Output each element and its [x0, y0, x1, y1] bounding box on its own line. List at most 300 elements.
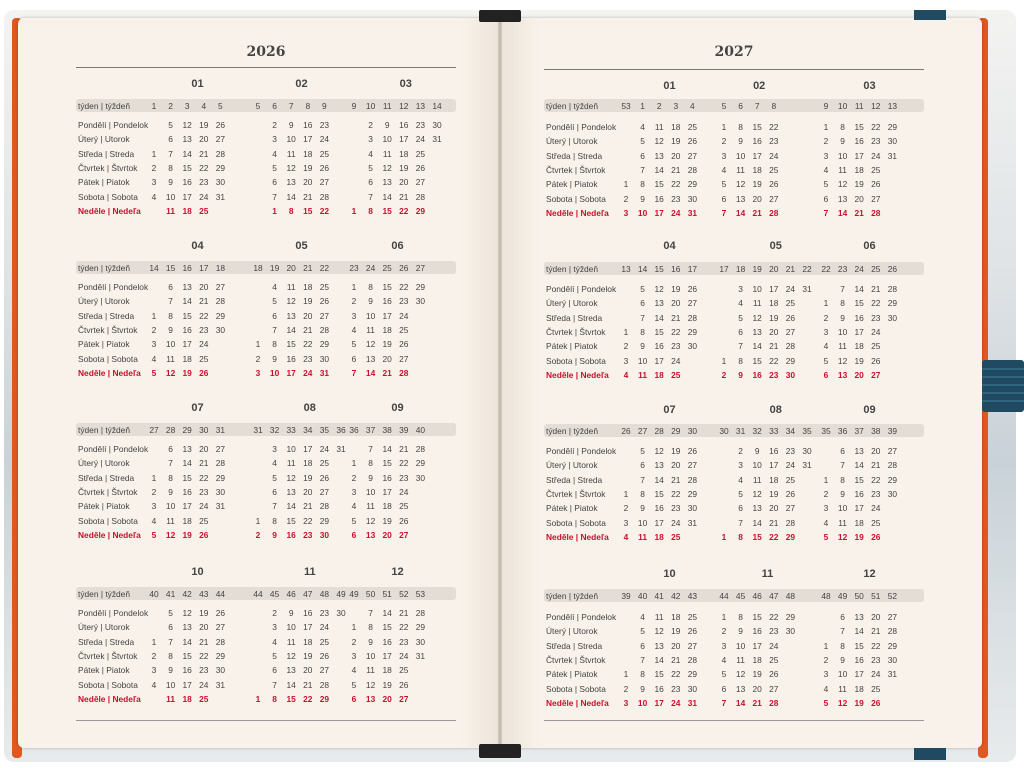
date-cell: 8	[368, 458, 373, 469]
date-cell: 18	[382, 665, 392, 676]
date-cell: 9	[368, 296, 373, 307]
weekday-label: Sobota | Sobota	[78, 353, 138, 364]
date-cell: 30	[687, 193, 698, 204]
sunday-date: 7	[351, 367, 357, 378]
date-cell: 14	[854, 626, 864, 637]
week-number: 6	[738, 101, 743, 111]
date-cell: 28	[887, 460, 898, 471]
weekday-label: Sobota | Sobota	[78, 679, 138, 690]
date-cell: 16	[182, 486, 192, 497]
date-cell: 23	[871, 312, 881, 323]
date-cell: 12	[752, 488, 762, 499]
date-cell: 21	[199, 296, 209, 307]
date-cell: 27	[215, 282, 226, 292]
date-cell: 21	[871, 626, 881, 637]
month-number: 02	[295, 78, 308, 90]
date-cell: 25	[199, 353, 209, 364]
sunday-date: 4	[623, 531, 629, 542]
sunday-date: 3	[255, 367, 261, 378]
date-cell: 23	[399, 296, 409, 307]
date-cell: 9	[384, 120, 390, 130]
date-cell: 14	[382, 191, 392, 202]
date-cell: 3	[151, 177, 157, 188]
date-cell: 3	[272, 622, 277, 633]
sunday-date: 2	[255, 529, 261, 540]
date-cell: 29	[215, 310, 226, 321]
sunday-date: 5	[151, 367, 157, 378]
week-number: 53	[621, 101, 631, 111]
date-cell: 26	[785, 488, 796, 499]
date-cell: 21	[199, 636, 209, 647]
date-cell: 19	[382, 339, 392, 350]
date-cell: 21	[399, 191, 409, 202]
weekday-label: Čtvrtek | Štvrtok	[546, 488, 606, 499]
sunday-date: 5	[151, 529, 157, 540]
date-cell: 30	[802, 446, 812, 456]
date-cell: 1	[151, 310, 157, 321]
weekday-label: Pondělí | Pondelok	[546, 284, 617, 294]
date-cell: 6	[823, 193, 829, 204]
date-cell: 22	[199, 162, 209, 173]
date-cell: 14	[182, 296, 192, 307]
date-cell: 16	[854, 488, 864, 499]
date-cell: 17	[654, 355, 664, 366]
date-cell: 8	[840, 298, 845, 309]
date-cell: 21	[303, 324, 313, 335]
date-cell: 29	[215, 162, 226, 173]
date-cell: 24	[319, 622, 330, 633]
year-underline	[544, 69, 924, 70]
weekday-label: Čtvrtek | Štvrtok	[546, 326, 606, 337]
weekday-label: Úterý | Utorok	[78, 458, 130, 469]
week-number: 52	[887, 591, 898, 601]
date-cell: 10	[286, 444, 296, 454]
sunday-date: 15	[303, 205, 313, 216]
date-cell: 8	[640, 326, 645, 337]
date-cell: 12	[654, 284, 664, 294]
date-cell: 22	[199, 472, 209, 483]
sunday-date: 14	[365, 367, 376, 378]
date-cell: 16	[399, 120, 409, 130]
date-cell: 19	[769, 312, 779, 323]
date-cell: 8	[168, 472, 173, 483]
date-cell: 20	[199, 622, 209, 633]
weekday-label: Středa | Streda	[78, 148, 135, 159]
date-cell: 15	[182, 472, 192, 483]
date-cell: 7	[368, 191, 373, 202]
date-cell: 15	[854, 298, 864, 309]
week-number: 49	[336, 589, 346, 599]
date-cell: 4	[151, 191, 157, 202]
weekday-label: Úterý | Utorok	[546, 460, 598, 471]
weekday-label: Pondělí | Pondelok	[546, 122, 617, 132]
date-cell: 23	[871, 136, 881, 147]
date-cell: 11	[382, 148, 392, 159]
sunday-date: 5	[823, 531, 829, 542]
date-cell: 5	[272, 162, 277, 173]
date-cell: 31	[215, 679, 226, 690]
sunday-label: Neděle | Nedeľa	[78, 205, 141, 216]
date-cell: 29	[415, 282, 426, 292]
date-cell: 20	[199, 134, 209, 145]
date-cell: 20	[769, 326, 779, 337]
date-cell: 17	[303, 444, 313, 454]
week-number: 49	[837, 591, 848, 601]
date-cell: 8	[168, 650, 173, 661]
week-number: 12	[871, 101, 881, 111]
weekday-label: Pondělí | Pondelok	[78, 120, 149, 130]
date-cell: 5	[721, 179, 727, 190]
date-cell: 18	[854, 164, 864, 175]
date-cell: 11	[752, 298, 762, 309]
week-number: 9	[351, 101, 357, 111]
date-cell: 11	[286, 636, 296, 647]
date-cell: 16	[769, 446, 779, 456]
date-cell: 22	[769, 612, 779, 622]
date-cell: 6	[640, 298, 645, 309]
date-cell: 17	[752, 150, 762, 161]
date-cell: 14	[654, 164, 664, 175]
week-number: 31	[735, 426, 746, 436]
date-cell: 25	[399, 501, 409, 512]
date-cell: 20	[199, 444, 209, 454]
week-number: 15	[654, 264, 664, 274]
date-cell: 7	[272, 324, 277, 335]
week-number: 11	[382, 101, 392, 111]
date-cell: 3	[272, 134, 277, 145]
date-cell: 21	[199, 148, 209, 159]
date-cell: 14	[382, 608, 392, 618]
date-cell: 15	[382, 622, 392, 633]
sunday-date: 17	[286, 367, 296, 378]
date-cell: 16	[382, 296, 392, 307]
date-cell: 2	[151, 162, 157, 173]
date-cell: 30	[687, 683, 698, 694]
date-cell: 2	[151, 650, 157, 661]
date-cell: 30	[415, 296, 426, 307]
date-cell: 8	[168, 310, 173, 321]
date-cell: 31	[432, 134, 442, 145]
date-cell: 16	[182, 324, 192, 335]
elastic-closure-strap[interactable]	[982, 360, 1024, 412]
date-cell: 29	[687, 326, 698, 337]
date-cell: 8	[168, 162, 173, 173]
date-cell: 5	[168, 608, 173, 618]
date-cell: 6	[721, 193, 727, 204]
date-cell: 13	[365, 353, 376, 364]
week-number: 39	[887, 426, 898, 436]
week-number: 26	[621, 426, 631, 436]
date-cell: 19	[303, 650, 313, 661]
date-cell: 20	[199, 282, 209, 292]
date-cell: 21	[871, 284, 881, 294]
weekday-label: Sobota | Sobota	[546, 683, 606, 694]
date-cell: 27	[687, 640, 698, 651]
weekday-label: Čtvrtek | Štvrtok	[78, 650, 138, 661]
weekday-label: Pátek | Piatok	[78, 665, 130, 676]
date-cell: 13	[182, 282, 192, 292]
date-cell: 29	[687, 669, 698, 680]
sunday-date: 6	[351, 529, 357, 540]
date-cell: 18	[303, 636, 313, 647]
date-cell: 6	[272, 177, 277, 188]
sunday-date: 14	[837, 207, 848, 218]
date-cell: 16	[654, 683, 664, 694]
date-cell: 18	[399, 148, 409, 159]
date-cell: 10	[637, 517, 648, 528]
date-cell: 3	[823, 669, 829, 680]
week-number: 29	[182, 425, 192, 435]
sunday-date: 21	[382, 367, 392, 378]
date-cell: 30	[432, 120, 442, 130]
date-cell: 18	[382, 324, 392, 335]
week-number: 22	[802, 264, 812, 274]
week-number: 44	[215, 589, 226, 599]
date-cell: 30	[336, 608, 346, 618]
sunday-date: 22	[303, 693, 313, 704]
date-cell: 19	[199, 120, 209, 130]
date-cell: 19	[382, 679, 392, 690]
week-number: 38	[382, 425, 392, 435]
week-number: 10	[837, 101, 848, 111]
date-cell: 9	[840, 488, 845, 499]
date-cell: 12	[182, 120, 192, 130]
month-number: 02	[753, 80, 766, 92]
sunday-date: 14	[735, 207, 746, 218]
date-cell: 10	[837, 150, 848, 161]
date-cell: 25	[319, 636, 330, 647]
date-cell: 4	[721, 164, 727, 175]
date-cell: 8	[272, 339, 277, 350]
date-cell: 16	[654, 503, 664, 514]
date-cell: 24	[769, 150, 779, 161]
date-cell: 3	[823, 326, 829, 337]
week-number: 52	[399, 589, 409, 599]
date-cell: 11	[736, 164, 745, 175]
date-cell: 17	[182, 501, 192, 512]
sunday-date: 13	[365, 693, 376, 704]
date-cell: 7	[840, 460, 845, 471]
date-cell: 29	[215, 472, 226, 483]
date-cell: 4	[351, 324, 357, 335]
date-cell: 5	[640, 136, 645, 147]
weekday-label: Sobota | Sobota	[546, 355, 606, 366]
date-cell: 11	[838, 517, 847, 528]
date-cell: 2	[721, 626, 727, 637]
date-cell: 5	[351, 515, 357, 526]
sunday-date: 29	[319, 693, 330, 704]
sunday-date: 22	[769, 531, 779, 542]
week-number: 14	[637, 264, 648, 274]
date-cell: 31	[802, 460, 812, 471]
date-cell: 16	[854, 136, 864, 147]
date-cell: 20	[752, 193, 762, 204]
weekday-label: Úterý | Utorok	[546, 298, 598, 309]
date-cell: 2	[623, 683, 629, 694]
date-cell: 1	[823, 298, 829, 309]
date-cell: 13	[654, 460, 664, 471]
date-cell: 29	[687, 488, 698, 499]
sunday-date: 12	[165, 367, 176, 378]
date-cell: 16	[654, 193, 664, 204]
date-cell: 19	[671, 284, 681, 294]
date-cell: 18	[854, 517, 864, 528]
date-cell: 29	[215, 650, 226, 661]
date-cell: 6	[640, 460, 645, 471]
week-number: 30	[719, 426, 729, 436]
date-cell: 27	[215, 444, 226, 454]
date-cell: 4	[351, 665, 357, 676]
date-cell: 2	[823, 312, 829, 323]
date-cell: 26	[769, 669, 779, 680]
date-cell: 25	[399, 665, 409, 676]
date-cell: 19	[671, 446, 681, 456]
date-cell: 31	[802, 284, 812, 294]
date-cell: 2	[255, 353, 261, 364]
date-cell: 2	[151, 324, 157, 335]
sunday-date: 28	[769, 697, 779, 708]
date-cell: 17	[654, 517, 664, 528]
elastic-band-bottom	[914, 748, 946, 760]
date-cell: 21	[303, 191, 313, 202]
date-cell: 27	[887, 446, 898, 456]
week-number: 46	[752, 591, 762, 601]
date-cell: 22	[303, 515, 313, 526]
week-number: 43	[687, 591, 698, 601]
date-cell: 25	[785, 474, 796, 485]
date-cell: 7	[640, 654, 645, 665]
date-cell: 21	[303, 679, 313, 690]
week-number: 38	[871, 426, 881, 436]
date-cell: 9	[640, 683, 645, 694]
weekday-label: Středa | Streda	[78, 472, 135, 483]
sunday-date: 23	[303, 529, 313, 540]
date-cell: 4	[823, 517, 829, 528]
date-cell: 9	[640, 341, 645, 352]
week-number: 6	[272, 101, 277, 111]
week-number: 32	[752, 426, 762, 436]
date-cell: 22	[303, 339, 313, 350]
date-cell: 2	[823, 654, 829, 665]
date-cell: 31	[687, 517, 698, 528]
date-cell: 19	[854, 179, 864, 190]
date-cell: 9	[640, 193, 645, 204]
date-cell: 11	[366, 501, 375, 512]
date-cell: 13	[654, 150, 664, 161]
date-cell: 13	[735, 193, 746, 204]
sunday-date: 19	[182, 367, 192, 378]
week-number: 3	[673, 101, 679, 111]
date-cell: 15	[654, 669, 664, 680]
week-number: 5	[255, 101, 261, 111]
week-number: 48	[785, 591, 796, 601]
date-cell: 18	[671, 612, 681, 622]
date-cell: 7	[368, 608, 373, 618]
date-cell: 19	[752, 669, 762, 680]
date-cell: 15	[182, 650, 192, 661]
date-cell: 23	[319, 120, 330, 130]
sunday-date: 24	[671, 207, 681, 218]
date-cell: 20	[854, 193, 864, 204]
month-number: 06	[863, 240, 876, 252]
date-cell: 16	[854, 654, 864, 665]
date-cell: 11	[166, 515, 175, 526]
date-cell: 11	[838, 683, 847, 694]
sunday-date: 10	[269, 367, 280, 378]
date-cell: 28	[319, 191, 330, 202]
week-number: 5	[218, 101, 223, 111]
year-underline	[76, 67, 456, 68]
date-cell: 8	[840, 474, 845, 485]
sunday-date: 15	[752, 531, 762, 542]
date-cell: 22	[871, 122, 881, 132]
date-cell: 23	[399, 636, 409, 647]
date-cell: 11	[654, 122, 664, 132]
weekday-label: Pátek | Piatok	[546, 179, 598, 190]
date-cell: 16	[752, 136, 762, 147]
date-cell: 9	[168, 324, 173, 335]
date-cell: 5	[738, 488, 743, 499]
ribbon-bookmark-bottom[interactable]	[479, 744, 521, 758]
date-cell: 17	[769, 284, 779, 294]
date-cell: 30	[887, 488, 898, 499]
week-number: 39	[399, 425, 409, 435]
date-cell: 7	[168, 296, 173, 307]
date-cell: 3	[351, 310, 357, 321]
date-cell: 11	[752, 474, 762, 485]
date-cell: 20	[671, 640, 681, 651]
week-number: 3	[184, 101, 190, 111]
week-label: týden | týždeň	[546, 591, 598, 601]
sunday-date: 26	[199, 367, 209, 378]
date-cell: 18	[382, 501, 392, 512]
date-cell: 10	[637, 355, 648, 366]
weekday-label: Úterý | Utorok	[78, 296, 130, 307]
date-cell: 16	[854, 312, 864, 323]
month-number: 08	[769, 404, 782, 416]
ribbon-bookmark-top[interactable]	[479, 10, 521, 22]
date-cell: 9	[368, 472, 373, 483]
week-number: 13	[415, 101, 426, 111]
date-cell: 20	[303, 310, 313, 321]
date-cell: 12	[735, 669, 746, 680]
date-cell: 2	[623, 503, 629, 514]
weekday-label: Úterý | Utorok	[78, 622, 130, 633]
week-number: 36	[336, 425, 346, 435]
date-cell: 24	[319, 444, 330, 454]
weekday-label: Pondělí | Pondelok	[78, 282, 149, 292]
sunday-label: Neděle | Nedeľa	[546, 697, 609, 708]
weekday-label: Středa | Streda	[546, 474, 603, 485]
sunday-date: 23	[769, 369, 779, 380]
date-cell: 28	[687, 312, 698, 323]
sunday-date: 28	[871, 207, 881, 218]
date-cell: 17	[399, 134, 409, 145]
date-cell: 15	[752, 122, 762, 132]
date-cell: 22	[671, 179, 681, 190]
date-cell: 18	[303, 282, 313, 292]
date-cell: 30	[215, 486, 226, 497]
date-cell: 7	[272, 191, 277, 202]
date-cell: 11	[286, 148, 296, 159]
date-cell: 6	[368, 177, 373, 188]
month-number: 06	[391, 240, 404, 252]
date-cell: 11	[286, 282, 296, 292]
date-cell: 2	[351, 472, 357, 483]
week-number: 18	[735, 264, 746, 274]
week-number: 7	[288, 101, 294, 111]
date-cell: 16	[303, 120, 313, 130]
